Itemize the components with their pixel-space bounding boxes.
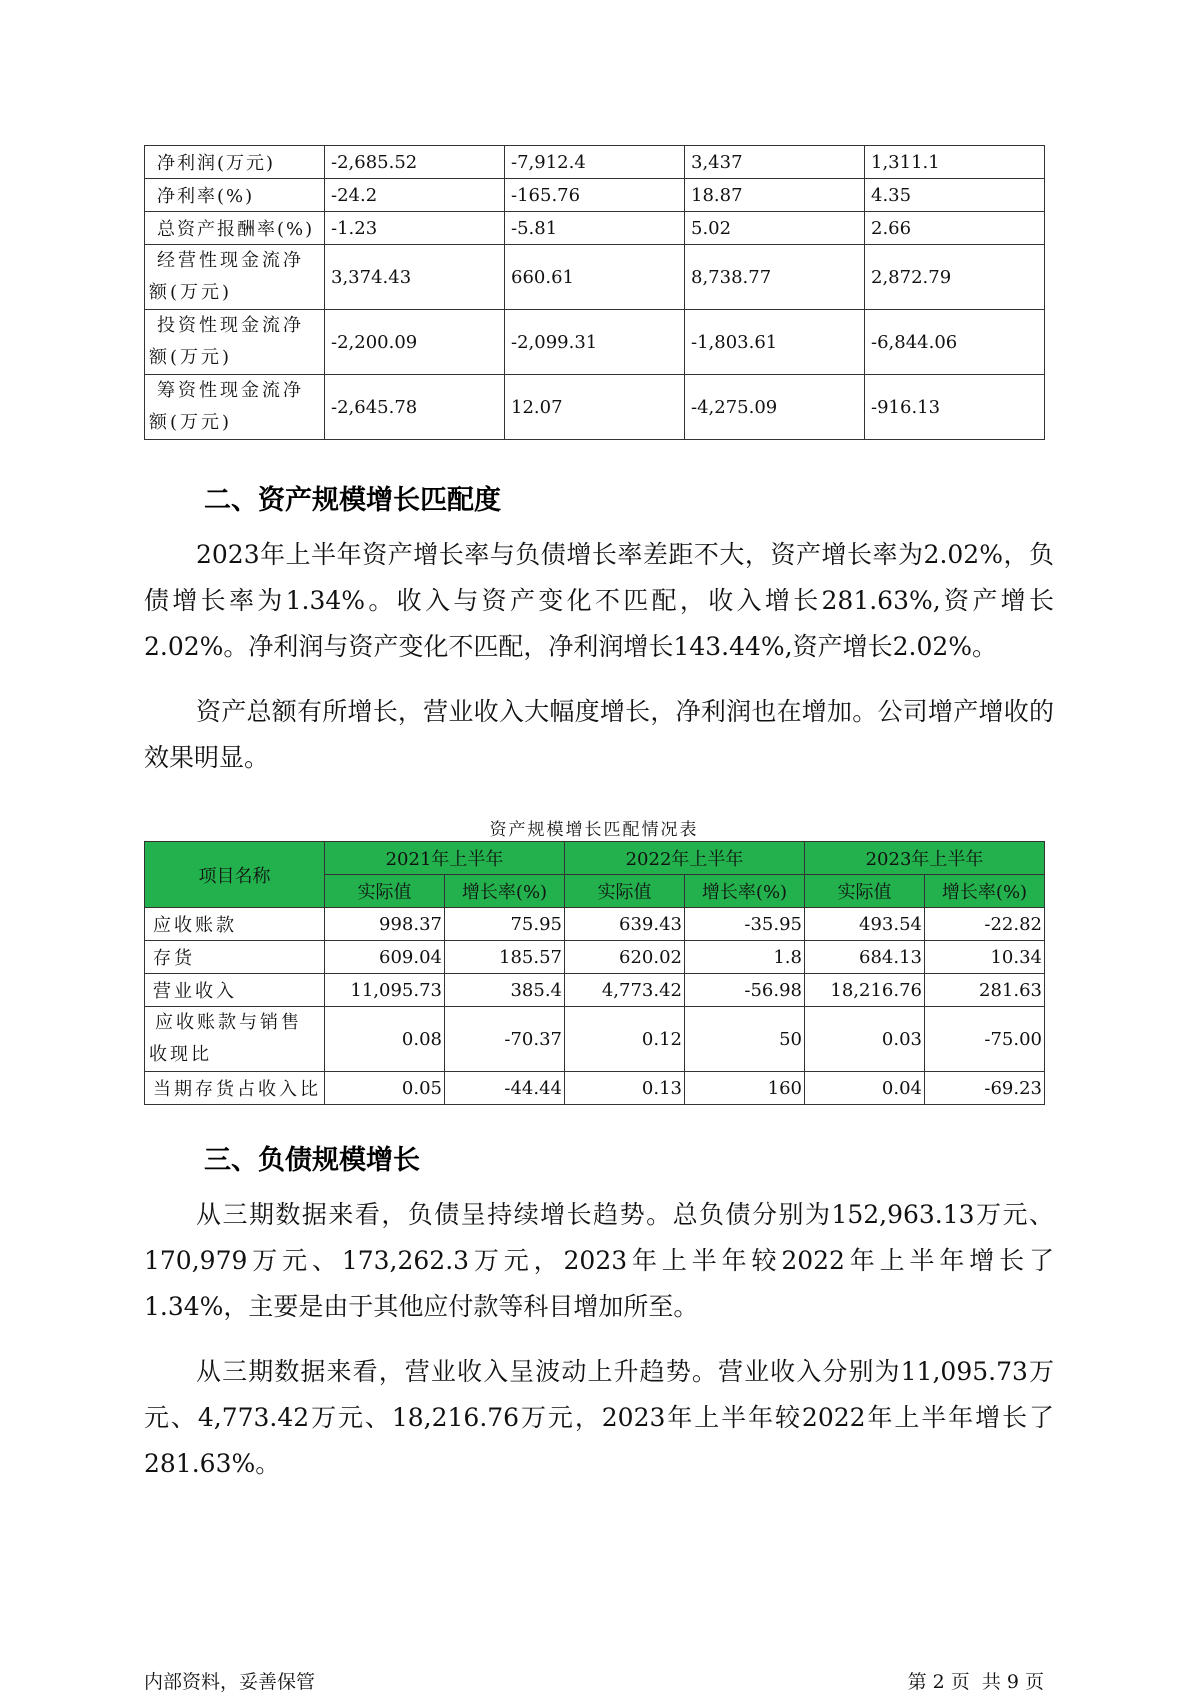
row-label: 营业收入	[145, 974, 325, 1007]
column-header: 增长率(%)	[445, 875, 565, 908]
table-row	[145, 179, 1045, 212]
cell: -22.82	[925, 908, 1045, 941]
row-label: 当期存货占收入比	[145, 1072, 325, 1105]
cell: 0.08	[325, 1007, 445, 1072]
cell: 0.13	[565, 1072, 685, 1105]
column-header: 项目名称	[145, 842, 325, 908]
cell: 620.02	[565, 941, 685, 974]
cell: 639.43	[565, 908, 685, 941]
cell: 385.4	[445, 974, 565, 1007]
cell: 3,374.43	[325, 245, 505, 310]
cell: -56.98	[685, 974, 805, 1007]
cell: -44.44	[445, 1072, 565, 1105]
cell: 2.66	[865, 212, 1045, 245]
paragraph: 从三期数据来看，负债呈持续增长趋势。总负债分别为152,963.13万元、170,979万元、173,262.3万元，2023年上半年较2022年上半年增长了1.34%，主要是由于其他应付款等科目增加所至。	[144, 1200, 1054, 1321]
cell: 1.8	[685, 941, 805, 974]
cell: -1.23	[325, 212, 505, 245]
cell: 1,311.1	[865, 146, 1045, 179]
column-header: 2022年上半年	[565, 842, 805, 875]
financial-indicators-table	[144, 145, 1045, 440]
table-header-row	[145, 842, 1045, 875]
cell: 18.87	[685, 179, 865, 212]
table-row	[145, 974, 1045, 1007]
section-heading: 二、资产规模增长匹配度	[204, 485, 501, 516]
confidential-note: 内部资料，妥善保管	[144, 1671, 316, 1693]
cell: 0.05	[325, 1072, 445, 1105]
row-label: 应收账款与销售收现比	[145, 1007, 325, 1072]
cell: 8,738.77	[685, 245, 865, 310]
row-label: 净利润(万元)	[145, 146, 325, 179]
row-label: 存货	[145, 941, 325, 974]
cell: -2,200.09	[325, 310, 505, 375]
cell: -916.13	[865, 375, 1045, 440]
row-label: 总资产报酬率(%)	[145, 212, 325, 245]
column-header: 2023年上半年	[805, 842, 1045, 875]
table-row	[145, 245, 1045, 310]
cell: 3,437	[685, 146, 865, 179]
cell: 11,095.73	[325, 974, 445, 1007]
table-row	[145, 310, 1045, 375]
row-label: 应收账款	[145, 908, 325, 941]
table-row	[145, 941, 1045, 974]
cell: -1,803.61	[685, 310, 865, 375]
cell: -24.2	[325, 179, 505, 212]
table-caption: 资产规模增长匹配情况表	[489, 820, 699, 840]
cell: 2,872.79	[865, 245, 1045, 310]
row-label: 净利率(%)	[145, 179, 325, 212]
section-heading: 三、负债规模增长	[204, 1145, 420, 1176]
cell: 0.12	[565, 1007, 685, 1072]
row-label: 筹资性现金流净额(万元)	[145, 375, 325, 440]
cell: 4.35	[865, 179, 1045, 212]
cell: -70.37	[445, 1007, 565, 1072]
cell: -2,099.31	[505, 310, 685, 375]
asset-growth-match-table	[144, 841, 1045, 1105]
table-row	[145, 1007, 1045, 1072]
row-label: 经营性现金流净额(万元)	[145, 245, 325, 310]
cell: 160	[685, 1072, 805, 1105]
cell: 493.54	[805, 908, 925, 941]
table-row	[145, 1072, 1045, 1105]
cell: 281.63	[925, 974, 1045, 1007]
cell: 4,773.42	[565, 974, 685, 1007]
paragraph: 资产总额有所增长，营业收入大幅度增长，净利润也在增加。公司增产增收的效果明显。	[144, 697, 1054, 772]
cell: -4,275.09	[685, 375, 865, 440]
cell: -2,685.52	[325, 146, 505, 179]
column-header: 2021年上半年	[325, 842, 565, 875]
cell: 660.61	[505, 245, 685, 310]
cell: 0.03	[805, 1007, 925, 1072]
column-header: 实际值	[805, 875, 925, 908]
cell: 12.07	[505, 375, 685, 440]
table-row	[145, 908, 1045, 941]
cell: -69.23	[925, 1072, 1045, 1105]
cell: 5.02	[685, 212, 865, 245]
cell: 998.37	[325, 908, 445, 941]
cell: -7,912.4	[505, 146, 685, 179]
cell: 18,216.76	[805, 974, 925, 1007]
table-row	[145, 146, 1045, 179]
cell: 75.95	[445, 908, 565, 941]
cell: -2,645.78	[325, 375, 505, 440]
cell: 50	[685, 1007, 805, 1072]
cell: 0.04	[805, 1072, 925, 1105]
page-number: 第 2 页 共 9 页	[907, 1671, 1044, 1693]
row-label: 投资性现金流净额(万元)	[145, 310, 325, 375]
table-row	[145, 212, 1045, 245]
cell: 10.34	[925, 941, 1045, 974]
column-header: 增长率(%)	[925, 875, 1045, 908]
paragraph: 从三期数据来看，营业收入呈波动上升趋势。营业收入分别为11,095.73万元、4,773.42万元、18,216.76万元，2023年上半年较2022年上半年增长了281.63%。	[144, 1357, 1054, 1478]
column-header: 实际值	[565, 875, 685, 908]
cell: -35.95	[685, 908, 805, 941]
paragraph: 2023年上半年资产增长率与负债增长率差距不大，资产增长率为2.02%，负债增长率为1.34%。收入与资产变化不匹配，收入增长281.63%,资产增长2.02%。净利润与资产变化不匹配，净利润增长143.44%,资产增长2.02%。	[144, 540, 1054, 661]
cell: -5.81	[505, 212, 685, 245]
cell: -165.76	[505, 179, 685, 212]
column-header: 增长率(%)	[685, 875, 805, 908]
cell: -6,844.06	[865, 310, 1045, 375]
cell: 609.04	[325, 941, 445, 974]
column-header: 实际值	[325, 875, 445, 908]
cell: -75.00	[925, 1007, 1045, 1072]
table-row	[145, 375, 1045, 440]
cell: 684.13	[805, 941, 925, 974]
cell: 185.57	[445, 941, 565, 974]
